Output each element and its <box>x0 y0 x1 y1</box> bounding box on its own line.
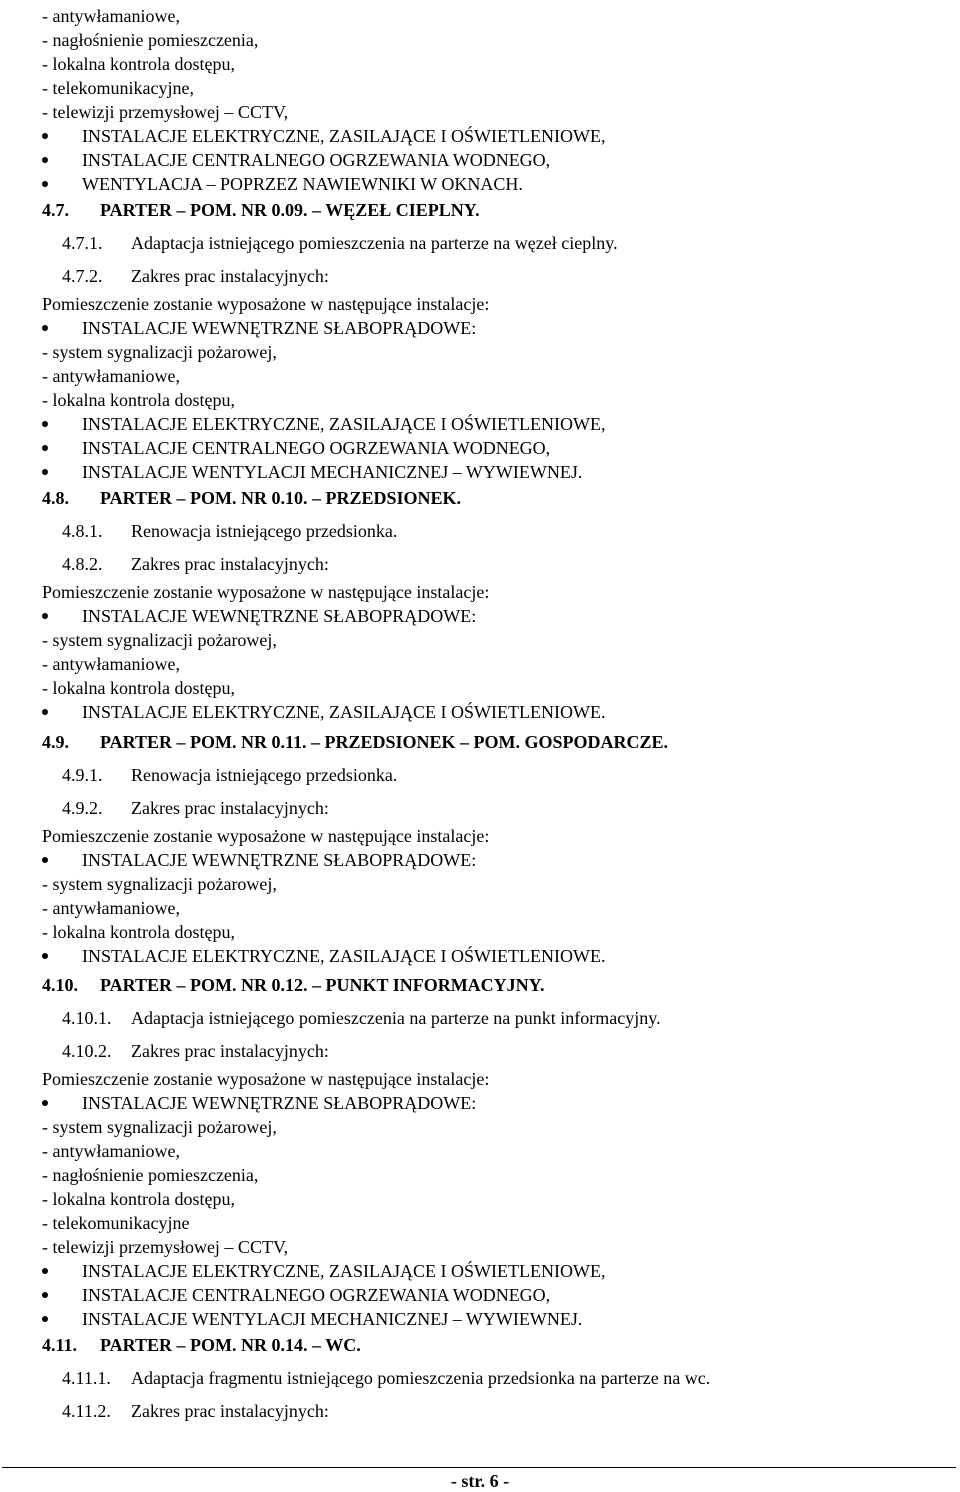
dash-list-item: - nagłośnienie pomieszczenia, <box>42 1165 259 1185</box>
dash-list-item: - system sygnalizacji pożarowej, <box>42 1117 277 1137</box>
bullet-text: INSTALACJE CENTRALNEGO OGRZEWANIA WODNEGO, <box>82 150 551 170</box>
dash-list-item: - telekomunikacyjne <box>42 1213 190 1233</box>
dash-list-item: - system sygnalizacji pożarowej, <box>42 630 277 650</box>
paragraph-text: Pomieszczenie zostanie wyposażone w następujące instalacje: <box>42 582 490 602</box>
bullet-text: INSTALACJE ELEKTRYCZNE, ZASILAJĄCE I OŚWIETLENIOWE, <box>82 126 606 146</box>
section-number: 4.11.2. <box>62 1401 111 1421</box>
bullet-dot-icon <box>42 857 48 863</box>
bullet-text: INSTALACJE CENTRALNEGO OGRZEWANIA WODNEGO, <box>82 1285 551 1305</box>
section-title: Zakres prac instalacyjnych: <box>131 554 329 574</box>
dash-list-item: - telewizji przemysłowej – CCTV, <box>42 102 289 122</box>
dash-list-item: - system sygnalizacji pożarowej, <box>42 342 277 362</box>
section-title: Zakres prac instalacyjnych: <box>131 1401 329 1421</box>
dash-list-item: - antywłamaniowe, <box>42 654 180 674</box>
section-title: PARTER – POM. NR 0.11. – PRZEDSIONEK – POM. GOSPODARCZE. <box>100 732 669 752</box>
section-title: PARTER – POM. NR 0.14. – WC. <box>100 1335 361 1355</box>
bullet-text: INSTALACJE WEWNĘTRZNE SŁABOPRĄDOWE: <box>82 850 477 870</box>
section-number: 4.8.2. <box>62 554 103 574</box>
bullet-text: INSTALACJE WENTYLACJI MECHANICZNEJ – WYWIEWNEJ. <box>82 462 583 482</box>
bullet-text: INSTALACJE WEWNĘTRZNE SŁABOPRĄDOWE: <box>82 606 477 626</box>
section-number: 4.11.1. <box>62 1368 111 1388</box>
section-number: 4.11. <box>42 1335 78 1355</box>
bullet-text: INSTALACJE ELEKTRYCZNE, ZASILAJĄCE I OŚWIETLENIOWE, <box>82 1261 606 1281</box>
bullet-dot-icon <box>42 1316 48 1322</box>
section-title: Renowacja istniejącego przedsionka. <box>131 521 398 541</box>
bullet-dot-icon <box>42 325 48 331</box>
section-number: 4.10.1. <box>62 1008 112 1028</box>
bullet-dot-icon <box>42 421 48 427</box>
paragraph-text: Pomieszczenie zostanie wyposażone w następujące instalacje: <box>42 826 490 846</box>
bullet-dot-icon <box>42 157 48 163</box>
section-title: Zakres prac instalacyjnych: <box>131 1041 329 1061</box>
section-number: 4.9. <box>42 732 69 752</box>
section-title: PARTER – POM. NR 0.09. – WĘZEŁ CIEPLNY. <box>100 200 480 220</box>
dash-list-item: - lokalna kontrola dostępu, <box>42 390 235 410</box>
section-number: 4.8. <box>42 488 69 508</box>
section-title: Adaptacja fragmentu istniejącego pomieszczenia przedsionka na parterze na wc. <box>131 1368 711 1388</box>
page-footer: - str. 6 - <box>450 1471 510 1491</box>
bullet-dot-icon <box>42 181 48 187</box>
section-title: Adaptacja istniejącego pomieszczenia na parterze na punkt informacyjny. <box>131 1008 661 1028</box>
bullet-dot-icon <box>42 1292 48 1298</box>
bullet-dot-icon <box>42 1100 48 1106</box>
section-number: 4.7.2. <box>62 266 103 286</box>
paragraph-text: Pomieszczenie zostanie wyposażone w następujące instalacje: <box>42 1069 490 1089</box>
bullet-text: WENTYLACJA – POPRZEZ NAWIEWNIKI W OKNACH. <box>82 174 523 194</box>
dash-list-item: - antywłamaniowe, <box>42 366 180 386</box>
section-title: Adaptacja istniejącego pomieszczenia na parterze na węzeł cieplny. <box>131 233 618 253</box>
bullet-dot-icon <box>42 133 48 139</box>
bullet-dot-icon <box>42 469 48 475</box>
bullet-dot-icon <box>42 613 48 619</box>
section-number: 4.7. <box>42 200 69 220</box>
section-title: PARTER – POM. NR 0.10. – PRZEDSIONEK. <box>100 488 462 508</box>
bullet-text: INSTALACJE WEWNĘTRZNE SŁABOPRĄDOWE: <box>82 1093 477 1113</box>
bullet-dot-icon <box>42 953 48 959</box>
section-title: PARTER – POM. NR 0.12. – PUNKT INFORMACYJNY. <box>100 975 545 995</box>
dash-list-item: - lokalna kontrola dostępu, <box>42 1189 235 1209</box>
section-title: Zakres prac instalacyjnych: <box>131 266 329 286</box>
bullet-text: INSTALACJE ELEKTRYCZNE, ZASILAJĄCE I OŚWIETLENIOWE, <box>82 414 606 434</box>
footer-rule <box>2 1467 956 1468</box>
bullet-text: INSTALACJE WEWNĘTRZNE SŁABOPRĄDOWE: <box>82 318 477 338</box>
dash-list-item: - nagłośnienie pomieszczenia, <box>42 30 259 50</box>
dash-list-item: - system sygnalizacji pożarowej, <box>42 874 277 894</box>
section-title: Renowacja istniejącego przedsionka. <box>131 765 398 785</box>
dash-list-item: - telekomunikacyjne, <box>42 78 194 98</box>
dash-list-item: - lokalna kontrola dostępu, <box>42 54 235 74</box>
bullet-dot-icon <box>42 709 48 715</box>
section-number: 4.9.1. <box>62 765 103 785</box>
dash-list-item: - telewizji przemysłowej – CCTV, <box>42 1237 289 1257</box>
bullet-text: INSTALACJE ELEKTRYCZNE, ZASILAJĄCE I OŚWIETLENIOWE. <box>82 946 606 966</box>
dash-list-item: - antywłamaniowe, <box>42 6 180 26</box>
bullet-dot-icon <box>42 445 48 451</box>
bullet-dot-icon <box>42 1268 48 1274</box>
section-number: 4.10.2. <box>62 1041 112 1061</box>
section-number: 4.10. <box>42 975 78 995</box>
dash-list-item: - lokalna kontrola dostępu, <box>42 922 235 942</box>
dash-list-item: - antywłamaniowe, <box>42 898 180 918</box>
bullet-text: INSTALACJE CENTRALNEGO OGRZEWANIA WODNEGO, <box>82 438 551 458</box>
dash-list-item: - antywłamaniowe, <box>42 1141 180 1161</box>
dash-list-item: - lokalna kontrola dostępu, <box>42 678 235 698</box>
section-number: 4.8.1. <box>62 521 103 541</box>
section-title: Zakres prac instalacyjnych: <box>131 798 329 818</box>
bullet-text: INSTALACJE ELEKTRYCZNE, ZASILAJĄCE I OŚWIETLENIOWE. <box>82 702 606 722</box>
bullet-text: INSTALACJE WENTYLACJI MECHANICZNEJ – WYWIEWNEJ. <box>82 1309 583 1329</box>
paragraph-text: Pomieszczenie zostanie wyposażone w następujące instalacje: <box>42 294 490 314</box>
section-number: 4.9.2. <box>62 798 103 818</box>
section-number: 4.7.1. <box>62 233 103 253</box>
